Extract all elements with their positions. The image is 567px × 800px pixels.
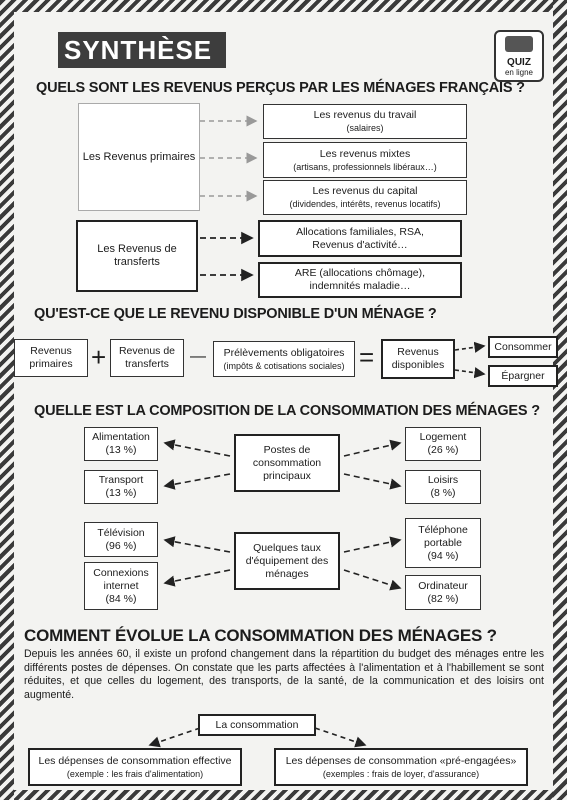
box-la-consommation: La consommation xyxy=(198,714,316,736)
box-revenus-transferts: Les Revenus de transferts xyxy=(76,220,198,292)
box-connexions-internet: Connexions internet (84 %) xyxy=(84,562,158,610)
box-loisirs: Loisirs (8 %) xyxy=(405,470,481,504)
box-revenus-primaires: Les Revenus primaires xyxy=(78,103,200,211)
box-epargner: Épargner xyxy=(488,365,558,387)
box-depenses-preengagees: Les dépenses de consommation «pré-engagées» (exemples : frais de loyer, d'assurance) xyxy=(274,748,528,786)
box-revenus-capital: Les revenus du capital (dividendes, intérêts, revenus locatifs) xyxy=(263,180,467,215)
box-revenus-transferts-2: Revenus de transferts xyxy=(110,339,184,377)
page-title: SYNTHÈSE xyxy=(58,32,226,68)
minus-sign: — xyxy=(190,348,206,365)
box-revenus-mixtes: Les revenus mixtes (artisans, professionnels libéraux…) xyxy=(263,142,467,178)
box-depenses-effectives: Les dépenses de consommation effective (exemple : les frais d'alimentation) xyxy=(28,748,242,786)
box-prelevements: Prélèvements obligatoires (impôts & cotisations sociales) xyxy=(213,341,355,377)
box-telephone-portable: Téléphone portable (94 %) xyxy=(405,518,481,568)
box-television: Télévision (96 %) xyxy=(84,522,158,557)
section-heading-evolution: COMMENT ÉVOLUE LA CONSOMMATION DES MÉNAGES ? xyxy=(24,626,497,645)
box-consommer: Consommer xyxy=(488,336,558,358)
quiz-label: QUIZ xyxy=(507,57,531,68)
equals-sign: = xyxy=(359,342,375,372)
section-heading-revenu-disponible: QU'EST-CE QUE LE REVENU DISPONIBLE D'UN MÉNAGE ? xyxy=(34,306,437,322)
box-logement: Logement (26 %) xyxy=(405,427,481,461)
box-postes-consommation: Postes de consommation principaux xyxy=(234,434,340,492)
box-taux-equipement: Quelques taux d'équipement des ménages xyxy=(234,532,340,590)
box-revenus-disponibles: Revenus disponibles xyxy=(381,339,455,379)
box-are: ARE (allocations chômage), indemnités maladie… xyxy=(258,262,462,298)
box-ordinateur: Ordinateur (82 %) xyxy=(405,575,481,610)
section-heading-composition: QUELLE EST LA COMPOSITION DE LA CONSOMMATION DES MÉNAGES ? xyxy=(34,403,540,419)
box-revenus-primaires-2: Revenus primaires xyxy=(14,339,88,377)
section-heading-revenus: QUELS SONT LES REVENUS PERÇUS PAR LES MÉNAGES FRANÇAIS ? xyxy=(36,80,525,96)
quiz-sublabel: en ligne xyxy=(504,68,534,77)
plus-sign: + xyxy=(91,342,107,372)
box-allocations: Allocations familiales, RSA, Revenus d'activité… xyxy=(258,220,462,257)
box-revenus-travail: Les revenus du travail (salaires) xyxy=(263,104,467,139)
box-transport: Transport (13 %) xyxy=(84,470,158,504)
evolution-paragraph: Depuis les années 60, il existe un profond changement dans la répartition du budget des ménages entre les différents postes de dépenses. On constate que les parts affectées à l'alimentation et à l'habillement se sont réduites, et que celles du logement, des transports, de la santé, de la communication et des loisirs ont augmenté. xyxy=(24,648,544,701)
box-alimentation: Alimentation (13 %) xyxy=(84,427,158,461)
